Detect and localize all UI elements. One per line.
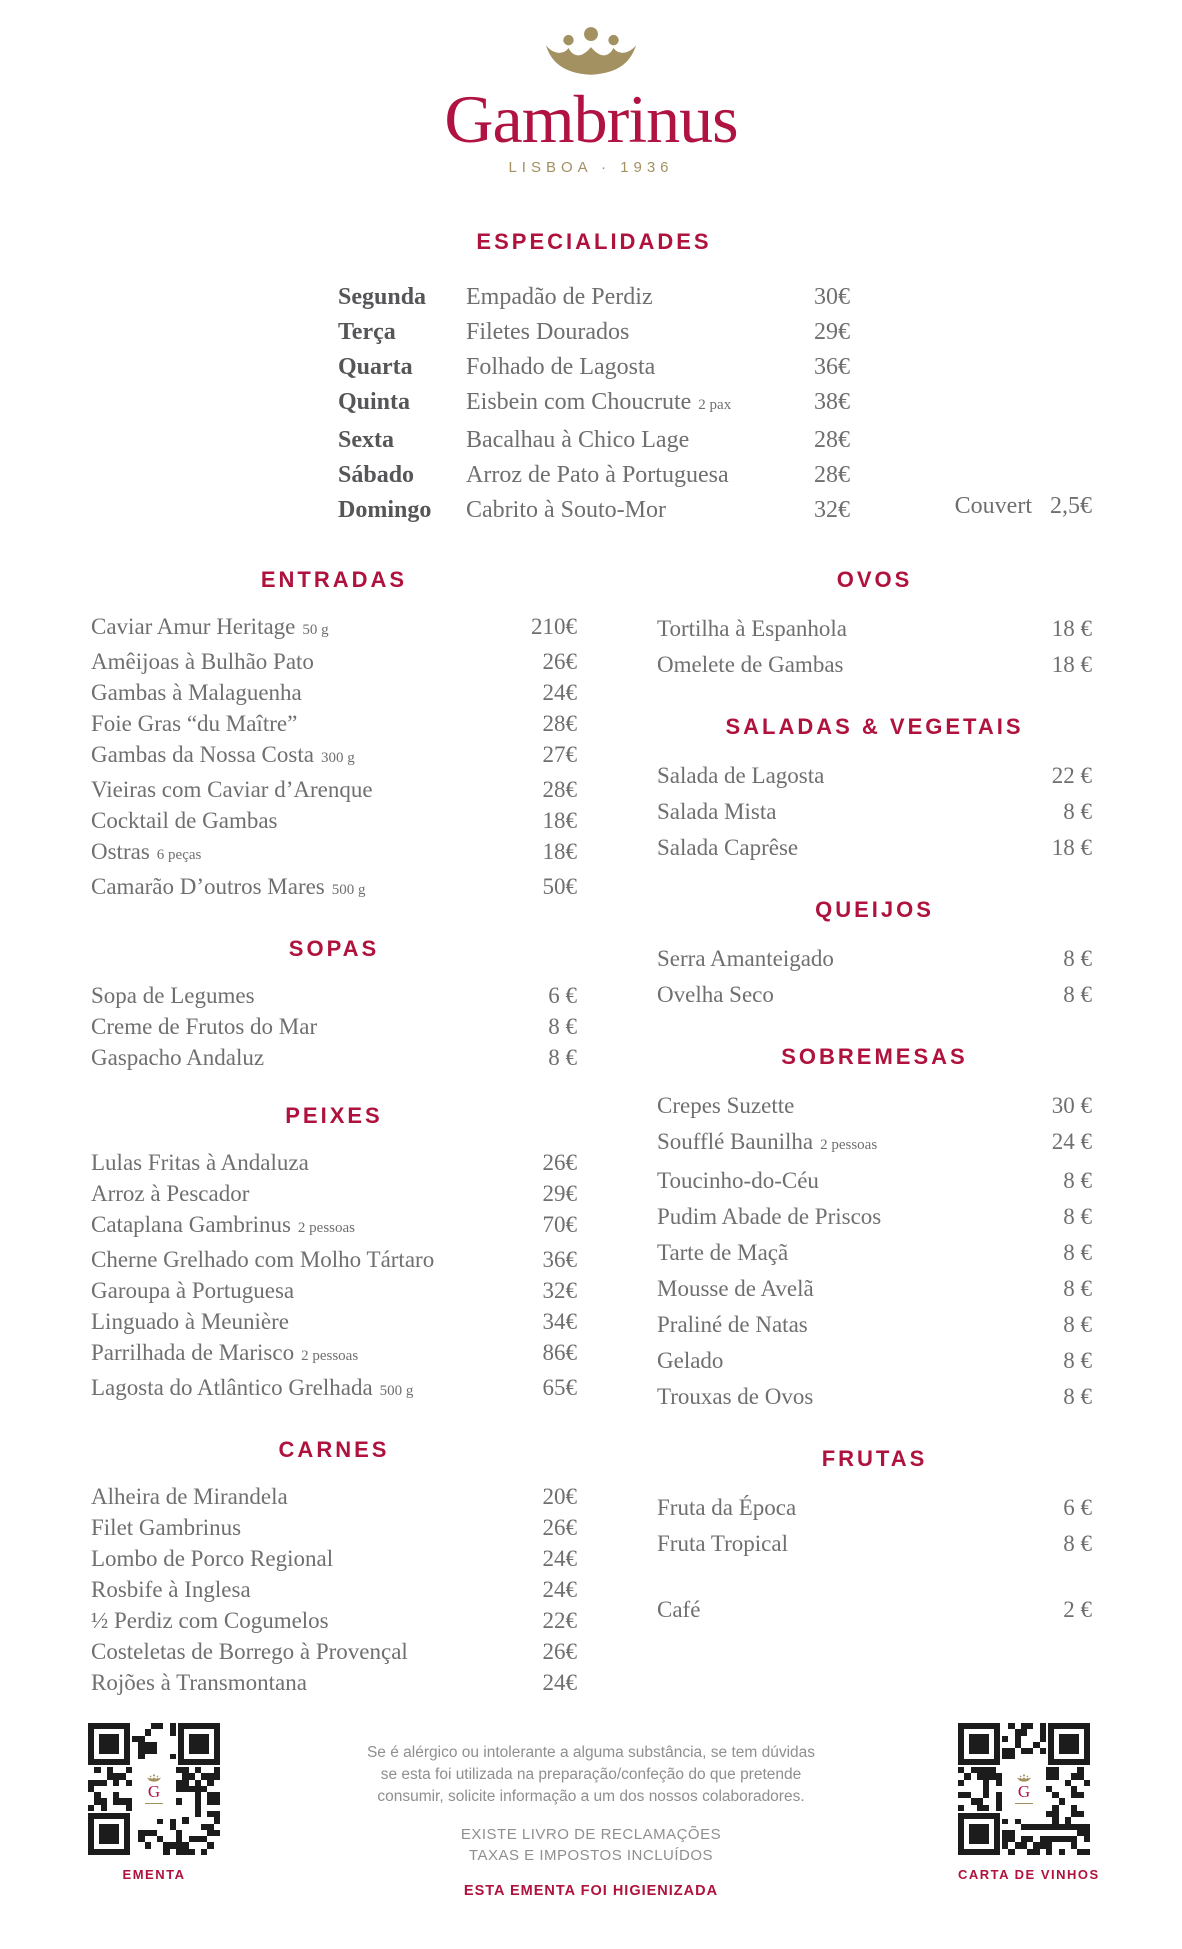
item-name: Crepes Suzette [657,1093,795,1118]
item-price: 18€ [542,808,577,833]
item-name: Serra Amanteigado [657,946,834,971]
item-name: Salada de Lagosta [657,763,825,788]
item-price: 24 € [1051,1129,1092,1154]
item-name: Trouxas de Ovos [657,1384,814,1409]
qr-module [214,1849,220,1855]
item-price: 22€ [542,1608,577,1633]
item-price: 20€ [542,1484,577,1509]
menu-item [91,1337,577,1372]
qr-block-carta-de-vinhos [958,1723,1100,1882]
item-name: Gambas à Malaguenha [91,680,302,705]
menu-item [91,774,577,805]
item-note: 500 g [379,1383,414,1399]
menu-item [91,871,577,906]
item-name: Linguado à Meunière [91,1309,289,1334]
menu-item [91,1372,577,1407]
item-note: 2 pessoas [297,1220,355,1236]
menu-item [657,1088,1092,1124]
menu-item [91,1481,577,1512]
special-dish-note: 2 pax [698,397,732,413]
special-dish-name: Cabrito à Souto-Mor [466,497,666,523]
special-dish [466,385,850,423]
item-price: 8 € [1063,1312,1092,1337]
item-price: 18 € [1051,835,1092,860]
item-name: Alheira de Mirandela [91,1484,288,1509]
item-name: Cherne Grelhado com Molho Tártaro [91,1247,435,1272]
item-name: Lombo de Porco Regional [91,1546,334,1571]
item-price: 6 € [548,983,577,1008]
item-name: Tarte de Maçã [657,1240,789,1265]
item-price: 8 € [1063,799,1092,824]
item-price: 6 € [1063,1495,1092,1520]
menu-item [657,1235,1092,1271]
specials-row [338,350,850,385]
qr-finder-icon [958,1723,1000,1765]
menu-item [91,646,577,677]
right-column [657,566,1092,1658]
item-name: Foie Gras “du Maître” [91,711,298,736]
menu-item [657,1199,1092,1235]
item-name: Cataplana Gambrinus [91,1212,291,1237]
item-price: 70€ [542,1212,577,1237]
item-name: Costeletas de Borrego à Provençal [91,1639,408,1664]
menu-section [91,1102,577,1407]
item-note: 6 peças [156,847,202,863]
specials-row [338,423,850,458]
item-note: 500 g [331,882,366,898]
item-name: Ovelha Seco [657,982,774,1007]
menu-item [91,836,577,871]
item-price: 8 € [548,1045,577,1070]
special-price: 29€ [814,319,850,345]
menu-section [91,935,577,1073]
couvert-label: Couvert [954,493,1032,519]
menu-item [91,980,577,1011]
menu-item [91,1574,577,1605]
menu-item [657,647,1092,683]
item-name: Gambas da Nossa Costa [91,742,314,767]
menu-section [91,1436,577,1698]
menu-item [91,1178,577,1209]
special-day: Sexta [338,427,394,453]
menu-item [91,1543,577,1574]
section-title: ENTRADAS [260,567,408,592]
crown-logo-icon [539,26,643,82]
menu-item [91,1011,577,1042]
qr-finder-icon [958,1813,1000,1855]
menu-item [657,611,1092,647]
special-dish-name: Bacalhau à Chico Lage [466,427,690,453]
menu-section [657,896,1092,1013]
item-name: Lagosta do Atlântico Grelhada [91,1375,373,1400]
item-price: 8 € [1063,946,1092,971]
item-price: 8 € [1063,1168,1092,1193]
section-title: SALADAS & VEGETAIS [725,714,1024,739]
section-title: FRUTAS [821,1446,928,1471]
section-title: PEIXES [285,1103,383,1128]
special-price: 38€ [814,389,850,415]
item-name: Parrilhada de Marisco [91,1340,295,1365]
brand-wordmark: Gambrinus [444,81,738,157]
specials-row [338,458,850,493]
item-price: 2 € [1063,1597,1092,1622]
menu-item [657,1163,1092,1199]
item-note: 2 pessoas [820,1137,878,1153]
special-day: Quinta [338,389,411,415]
item-name: Filet Gambrinus [91,1515,242,1540]
item-name: Tortilha à Espanhola [657,616,847,641]
special-dish-name: Filetes Dourados [466,319,630,345]
footer-note [281,1742,901,1899]
item-price: 18 € [1051,652,1092,677]
qr-center-letter: G [147,1782,161,1801]
item-price: 26€ [542,649,577,674]
qr-finder-icon [1048,1723,1090,1765]
item-name: Rojões à Transmontana [91,1670,307,1695]
menu-item [657,794,1092,830]
item-name: Vieiras com Caviar d’Arenque [91,777,373,802]
item-name: Mousse de Avelã [657,1276,814,1301]
section-items [657,1490,1092,1562]
item-name: Ostras [91,839,150,864]
menu-item [91,1244,577,1275]
item-name: Arroz à Pescador [91,1181,250,1206]
qr-center-logo [132,1759,176,1819]
menu-item [657,1379,1092,1415]
item-name: Fruta da Época [657,1495,797,1520]
item-price: 8 € [1063,1240,1092,1265]
legal-line-2: TAXAS E IMPOSTOS INCLUÍDOS [468,1847,714,1864]
specials-section [338,228,1092,528]
item-name: Gelado [657,1348,724,1373]
special-dish [466,458,850,493]
menu-item [657,1490,1092,1526]
special-dish [466,423,850,458]
special-price: 32€ [814,497,850,523]
item-price: 65€ [542,1375,577,1400]
qr-center-letter: G [1017,1782,1031,1801]
menu-item [657,1343,1092,1379]
item-name: Garoupa à Portuguesa [91,1278,295,1303]
item-name: Rosbife à Inglesa [91,1577,251,1602]
special-price: 36€ [814,354,850,380]
item-price: 86€ [542,1340,577,1365]
item-name: Café [657,1597,701,1622]
qr-finder-icon [88,1813,130,1855]
allergy-line: se esta foi utilizada na preparação/confeção do que pretende [380,1766,802,1783]
section-items [657,1592,1092,1628]
qr-label-carta-de-vinhos: CARTA DE VINHOS [958,1867,1100,1882]
special-price: 28€ [814,427,850,453]
section-items [91,1147,577,1407]
special-price: 30€ [814,284,850,310]
item-name: Sopa de Legumes [91,983,255,1008]
menu-item [91,1605,577,1636]
special-dish [466,280,850,315]
item-note: 300 g [320,750,355,766]
menu-item [657,830,1092,866]
menu-item [657,1526,1092,1562]
allergy-line: consumir, solicite informação a um dos nossos colaboradores. [377,1788,805,1805]
special-day: Sábado [338,462,415,488]
section-items [657,758,1092,866]
menu-section [657,713,1092,866]
qr-block-ementa [88,1723,220,1882]
menu-item [91,611,577,646]
special-dish-name: Eisbein com Choucrute [466,389,692,415]
special-dish-name: Arroz de Pato à Portuguesa [466,462,729,488]
menu-item [657,1271,1092,1307]
special-day: Segunda [338,284,427,310]
specials-row [338,315,850,350]
item-price: 210€ [531,614,577,639]
item-price: 34€ [542,1309,577,1334]
item-name: Amêijoas à Bulhão Pato [91,649,314,674]
special-dish [466,350,850,385]
section-items [91,1481,577,1698]
item-price: 36€ [542,1247,577,1272]
section-items [657,611,1092,683]
item-price: 8 € [1063,1384,1092,1409]
section-items [657,941,1092,1013]
menu-section [657,566,1092,683]
item-name: Salada Caprêse [657,835,799,860]
item-price: 50€ [542,874,577,899]
item-name: Omelete de Gambas [657,652,844,677]
item-name: Praliné de Natas [657,1312,808,1337]
item-price: 26€ [542,1150,577,1175]
special-day: Domingo [338,497,432,523]
qr-center-logo [1002,1759,1046,1819]
couvert [955,489,1092,524]
brand-header [0,26,1182,176]
menu-section [91,566,577,906]
allergy-line: Se é alérgico ou intolerante a alguma substância, se tem dúvidas [366,1744,816,1761]
menu-item [657,977,1092,1013]
special-dish-name: Folhado de Lagosta [466,354,656,380]
qr-finder-icon [178,1723,220,1765]
specials-title: ESPECIALIDADES [476,229,712,254]
item-price: 29€ [542,1181,577,1206]
item-name: Camarão D’outros Mares [91,874,325,899]
menu-item [91,708,577,739]
item-price: 26€ [542,1515,577,1540]
item-price: 8 € [548,1014,577,1039]
qr-code-carta-de-vinhos [958,1723,1090,1855]
section-title: CARNES [278,1437,390,1462]
item-name: ½ Perdiz com Cogumelos [91,1608,329,1633]
menu-section [657,1592,1092,1628]
special-dish [466,493,850,528]
special-price: 28€ [814,462,850,488]
qr-code-ementa [88,1723,220,1855]
menu-item [91,1636,577,1667]
menu-item [91,1512,577,1543]
qr-finder-icon [88,1723,130,1765]
brand-subtitle: LISBOA · 1936 [508,159,674,177]
menu-item [91,1147,577,1178]
item-price: 8 € [1063,1276,1092,1301]
menu-item [657,1124,1092,1163]
item-price: 8 € [1063,1531,1092,1556]
section-title: SOPAS [288,936,380,961]
item-price: 28€ [542,777,577,802]
menu-section [657,1043,1092,1415]
specials-row [338,280,850,315]
item-price: 30 € [1051,1093,1092,1118]
couvert-price: 2,5€ [1050,493,1092,519]
legal-line-1: EXISTE LIVRO DE RECLAMAÇÕES [460,1826,722,1843]
sanitized-line: ESTA EMENTA FOI HIGIENIZADA [463,1883,719,1899]
special-dish-name: Empadão de Perdiz [466,284,653,310]
qr-module [1084,1849,1090,1855]
item-price: 8 € [1063,1348,1092,1373]
item-price: 24€ [542,1670,577,1695]
menu-item [91,677,577,708]
item-name: Fruta Tropical [657,1531,788,1556]
item-price: 27€ [542,742,577,767]
section-title: SOBREMESAS [781,1044,968,1069]
item-price: 24€ [542,1577,577,1602]
menu-item [91,805,577,836]
item-name: Gaspacho Andaluz [91,1045,265,1070]
item-name: Cocktail de Gambas [91,808,278,833]
item-price: 18€ [542,839,577,864]
menu-item [657,1307,1092,1343]
item-price: 28€ [542,711,577,736]
item-price: 24€ [542,1546,577,1571]
specials-row [338,493,850,528]
item-note: 2 pessoas [301,1348,359,1364]
item-price: 24€ [542,680,577,705]
menu-item [657,941,1092,977]
special-day: Terça [338,319,396,345]
menu-item [91,739,577,774]
menu-item [91,1275,577,1306]
qr-center-rule [1015,1803,1033,1804]
item-name: Pudim Abade de Priscos [657,1204,882,1229]
item-name: Creme de Frutos do Mar [91,1014,318,1039]
item-price: 18 € [1051,616,1092,641]
item-price: 32€ [542,1278,577,1303]
qr-label-ementa: EMENTA [122,1867,186,1882]
specials-row [338,385,850,423]
menu-item [91,1042,577,1073]
item-name: Lulas Fritas à Andaluza [91,1150,309,1175]
item-name: Toucinho-do-Céu [657,1168,819,1193]
item-name: Soufflé Baunilha [657,1129,814,1154]
menu-item [91,1209,577,1244]
special-dish [466,315,850,350]
menu-item [657,758,1092,794]
item-price: 8 € [1063,982,1092,1007]
menu-item [91,1667,577,1698]
section-items [91,980,577,1073]
section-title: QUEIJOS [815,897,934,922]
left-column [91,566,577,1727]
item-price: 8 € [1063,1204,1092,1229]
section-title: OVOS [836,567,913,592]
item-name: Caviar Amur Heritage [91,614,296,639]
menu-item [91,1306,577,1337]
special-day: Quarta [338,354,413,380]
menu-item [657,1592,1092,1628]
section-items [91,611,577,906]
section-items [657,1088,1092,1415]
menu-section [657,1445,1092,1562]
item-name: Salada Mista [657,799,777,824]
item-note: 50 g [302,622,329,638]
qr-center-rule [145,1803,163,1804]
item-price: 26€ [542,1639,577,1664]
item-price: 22 € [1051,763,1092,788]
